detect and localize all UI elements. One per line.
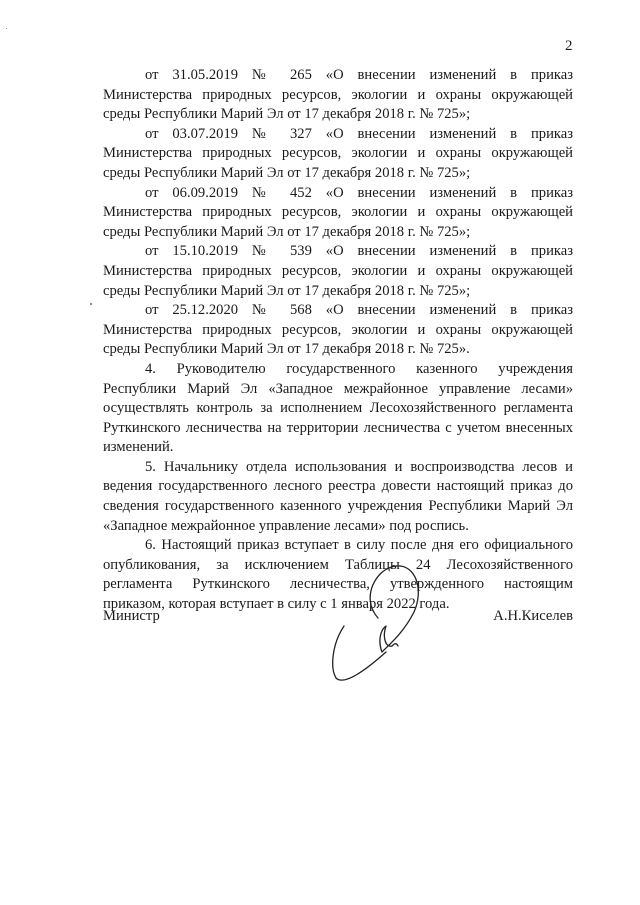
clause-4: 4. Руководителю государственного казенного учреждения Республики Марий Эл «Западное межрайонное управление лесами» осуществлять контроль за исполнением Лесохозяйственного регламента Руткинского лесничества на территории лесничества с учетом внесенных изменений. xyxy=(103,360,573,456)
amendment-item-5: от 25.12.2020 № 568 «О внесении изменений в приказ Министерства природных ресурсов, экологии и охраны окружающей среды Республики Марий Эл от 17 декабря 2018 г. № 725». xyxy=(103,302,573,358)
document-body xyxy=(103,66,573,615)
amendment-item-3: от 06.09.2019 № 452 «О внесении изменений в приказ Министерства природных ресурсов, экологии и охраны окружающей среды Республики Марий Эл от 17 декабря 2018 г. № 725»; xyxy=(103,184,573,240)
amendment-item-4: от 15.10.2019 № 539 «О внесении изменений в приказ Министерства природных ресурсов, экологии и охраны окружающей среды Республики Марий Эл от 17 декабря 2018 г. № 725»; xyxy=(103,243,573,299)
scan-speck xyxy=(90,303,92,305)
signatory-title: Министр xyxy=(103,608,160,624)
scan-speck xyxy=(6,28,7,29)
amendment-item-1: от 31.05.2019 № 265 «О внесении изменений в приказ Министерства природных ресурсов, экологии и охраны окружающей среды Республики Марий Эл от 17 декабря 2018 г. № 725»; xyxy=(103,67,573,123)
signatory-name: А.Н.Киселев xyxy=(493,608,573,624)
clause-5: 5. Начальнику отдела использования и воспроизводства лесов и ведения государственного лесного реестра довести настоящий приказ до сведения государственного казенного учреждения Республики Марий Эл «Западное межрайонное управление лесами» под роспись. xyxy=(103,458,573,534)
clause-6: 6. Настоящий приказ вступает в силу после дня его официального опубликования, за исключением Таблицы 24 Лесохозяйственного регламента Руткинского лесничества, утвержденного настоящим приказом, которая вступает в силу с 1 января 2022 года. xyxy=(103,537,573,613)
page-number: 2 xyxy=(565,38,573,54)
amendment-item-2: от 03.07.2019 № 327 «О внесении изменений в приказ Министерства природных ресурсов, экологии и охраны окружающей среды Республики Марий Эл от 17 декабря 2018 г. № 725»; xyxy=(103,125,573,181)
handwritten-signature xyxy=(320,560,430,690)
